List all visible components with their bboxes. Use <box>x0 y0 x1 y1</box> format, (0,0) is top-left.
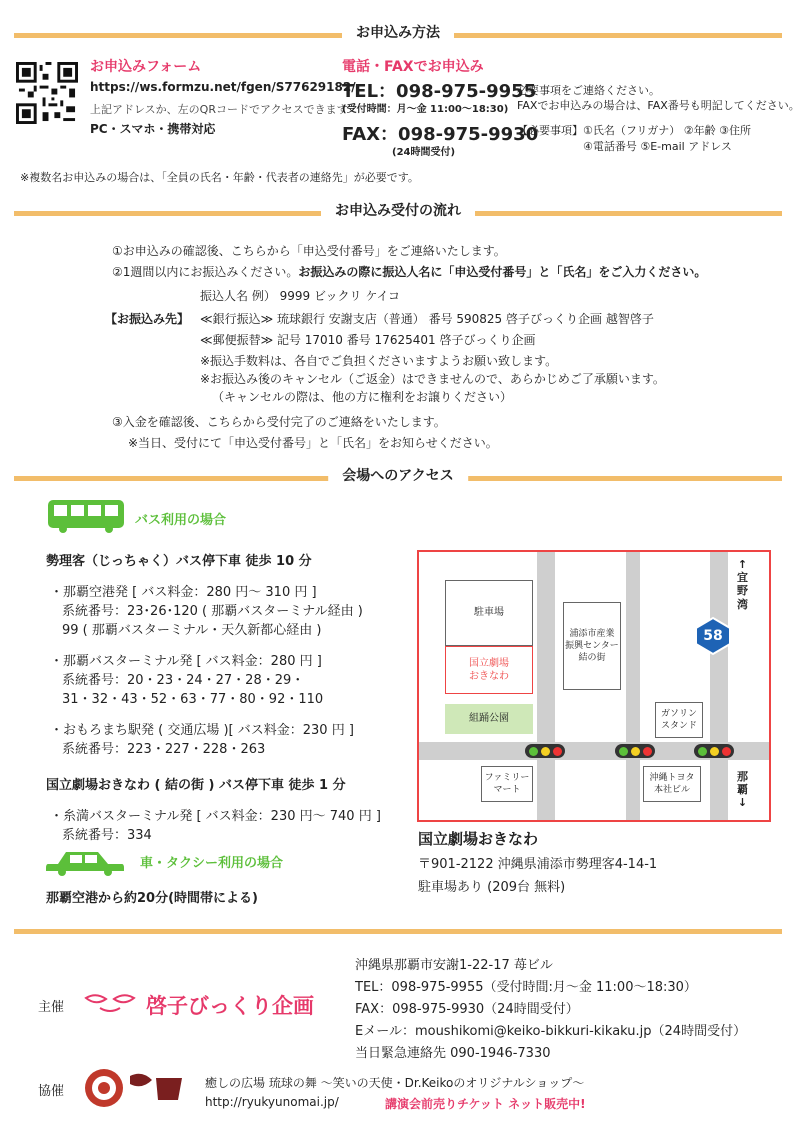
footer-fax[interactable]: FAX：098-975-9930（24時間受付） <box>355 1002 579 1017</box>
flow-step2 <box>112 263 706 280</box>
flow-step2-text: ②1週間以内にお振込みください。 <box>112 265 299 279</box>
map-parking <box>445 580 533 646</box>
cohost-promo: 講演会前売りチケット ネット販売中! <box>385 1097 586 1111</box>
required-items-2: ④電話番号 ⑤E-mail アドレス <box>583 140 732 153</box>
car-title: 車・タクシー利用の場合 <box>140 856 284 871</box>
cohost-url[interactable]: http://ryukyunomai.jp/ <box>205 1095 339 1109</box>
bus-icon <box>46 498 126 534</box>
footer-tel[interactable]: TEL：098-975-9955（受付時間:月〜金 11:00〜18:30） <box>355 980 697 995</box>
route-airport-nums2: 99 ( 那覇バスターミナル・天久新都心経由 ) <box>62 623 322 638</box>
fax-hours: (24時間受付) <box>392 147 456 158</box>
route-airport-nums: 系統番号：23･26･120 ( 那覇バスターミナル経由 ) <box>62 604 363 619</box>
footer-email[interactable]: Eメール：moushikomi@keiko-bikkuri-kikaku.jp（24時間受付） <box>355 1024 747 1039</box>
car-time: 那覇空港から約20分(時間帯による) <box>46 891 258 906</box>
flow-step1: ①お申込みの確認後、こちらから「申込受付番号」をご連絡いたします。 <box>112 244 506 258</box>
cohost-label: 協催 <box>38 1084 65 1099</box>
venue-name: 国立劇場おきなわ <box>418 830 539 848</box>
bank-transfer: ≪銀行振込≫ 琉球銀行 安謝支店（普通） 番号 590825 啓子びっくり企画 越智啓子 <box>200 312 654 326</box>
map-gas-station <box>655 702 703 738</box>
qr-code-icon[interactable] <box>16 62 78 124</box>
route-itoman-nums: 系統番号：334 <box>62 828 152 843</box>
section-title: 会場へのアクセス <box>328 465 468 485</box>
tel-hours: (受付時間：月〜金 11:00〜18:30) <box>342 104 509 115</box>
traffic-light-icon <box>615 744 655 758</box>
multi-apply-note: ※複数名お申込みの場合は、「全員の氏名・年齢・代表者の連絡先」が必要です。 <box>20 171 419 184</box>
section-title: お申込み方法 <box>342 22 454 42</box>
note-line2: FAXでお申込みの場合は、FAX番号も明記してください。 <box>517 99 800 112</box>
ryukyu-logo-icon <box>82 1066 192 1110</box>
route-omoromachi: ・おもろまち駅発 ( 交通広場 )[ バス料金：230 円 ] <box>50 723 354 738</box>
cohost-line: 癒しの広場 琉球の舞 〜笑いの天使・Dr.Keikoのオリジナルショップ〜 <box>205 1076 585 1090</box>
section-header-apply <box>14 25 782 42</box>
host-name: 啓子びっくり企画 <box>146 994 314 1018</box>
route-terminal-nums: 系統番号：20・23・24・27・28・29・ <box>62 673 305 688</box>
bus-stop-2: 国立劇場おきなわ ( 結の街 ) バス停下車 徒歩 1 分 <box>46 778 346 793</box>
route-58-label: 58 <box>703 628 723 644</box>
form-note: 上記アドレスか、左のQRコードでアクセスできます <box>90 103 348 116</box>
cancel-note: ※お振込み後のキャンセル（ご返金）はできませんので、あらかじめご了承願います。 <box>200 372 665 386</box>
map-center <box>563 602 621 690</box>
footer-divider <box>14 929 782 934</box>
flow-step3: ③入金を確認後、こちらから受付完了のご連絡をいたします。 <box>112 415 446 429</box>
map-theater <box>445 646 533 694</box>
map-north-label: ↑ 宜 野 湾 <box>737 558 748 611</box>
payer-example: 振込人名 例） 9999 ビックリ ケイコ <box>200 289 400 303</box>
section-title: お申込み受付の流れ <box>321 200 475 220</box>
map-toyota <box>643 766 701 802</box>
footer-address: 沖縄県那覇市安謝1-22-17 苺ビル <box>355 958 553 973</box>
flow-step2-bold: お振込みの際に振込人名に「申込受付番号」と「氏名」をご入力ください。 <box>298 265 707 279</box>
map-center-label: 浦添市産業 振興センター 結の街 <box>565 628 619 664</box>
fee-note: ※振込手数料は、各自でご負担くださいますようお願い致します。 <box>200 354 558 368</box>
map-toyota-label: 沖縄トヨタ 本社ビル <box>649 772 695 795</box>
route-terminal: ・那覇バスターミナル発 [ バス料金：280 円 ] <box>50 654 322 669</box>
bus-stop-1: 勢理客（じっちゃく）バス停下車 徒歩 10 分 <box>46 554 312 569</box>
map-parking-label: 駐車場 <box>474 607 504 619</box>
bus-title: バス利用の場合 <box>135 513 227 528</box>
form-title: お申込みフォーム <box>90 59 202 75</box>
map-theater-label: 国立劇場 おきなわ <box>469 657 509 682</box>
access-map <box>417 550 771 822</box>
bank-label: 【お振込み先】 <box>105 312 190 326</box>
required-items-1: 【必要事項】①氏名（フリガナ） ②年齢 ③住所 <box>517 124 752 137</box>
map-park-label: 組踊公園 <box>469 713 509 725</box>
venue-parking: 駐車場あり (209台 無料) <box>418 880 566 895</box>
form-device: PC・スマホ・携帯対応 <box>90 122 216 136</box>
host-label: 主催 <box>38 1000 65 1015</box>
venue-address: 〒901-2122 沖縄県浦添市勢理客4-14-1 <box>418 857 658 872</box>
flow-step3-note: ※当日、受付にて「申込受付番号」と「氏名」をお知らせください。 <box>128 436 498 450</box>
form-url[interactable]: https://ws.formzu.net/fgen/S77629182/ <box>90 80 356 94</box>
map-south-label: 那 覇 ↓ <box>737 770 748 810</box>
section-header-flow <box>14 203 782 220</box>
map-park <box>445 704 533 734</box>
traffic-light-icon <box>525 744 565 758</box>
footer-emergency[interactable]: 当日緊急連絡先 090-1946-7330 <box>355 1046 551 1061</box>
map-familymart <box>481 766 533 802</box>
section-header-access <box>14 468 782 485</box>
map-mart-label: ファミリー マート <box>484 772 530 795</box>
map-gas-label: ガソリン スタンド <box>660 708 697 731</box>
cancel-note-sub: （キャンセルの際は、他の方に権利をお譲りください） <box>212 390 513 404</box>
note-line1: 必要事項をご連絡ください。 <box>517 84 660 97</box>
car-icon <box>44 846 126 876</box>
route-itoman: ・糸満バスターミナル発 [ バス料金：230 円〜 740 円 ] <box>50 809 381 824</box>
traffic-light-icon <box>694 744 734 758</box>
tel-number[interactable]: TEL：098-975-9955 <box>342 81 537 102</box>
phone-title: 電話・FAXでお申込み <box>342 59 484 75</box>
route-airport: ・那覇空港発 [ バス料金：280 円〜 310 円 ] <box>50 585 317 600</box>
smile-logo-icon <box>82 990 138 1014</box>
postal-transfer: ≪郵便振替≫ 記号 17010 番号 17625401 啓子びっくり企画 <box>200 333 536 347</box>
route-omoromachi-nums: 系統番号：223・227・228・263 <box>62 742 266 757</box>
route-terminal-nums2: 31・32・43・52・63・77・80・92・110 <box>62 692 324 707</box>
fax-number[interactable]: FAX：098-975-9930 <box>342 124 539 145</box>
